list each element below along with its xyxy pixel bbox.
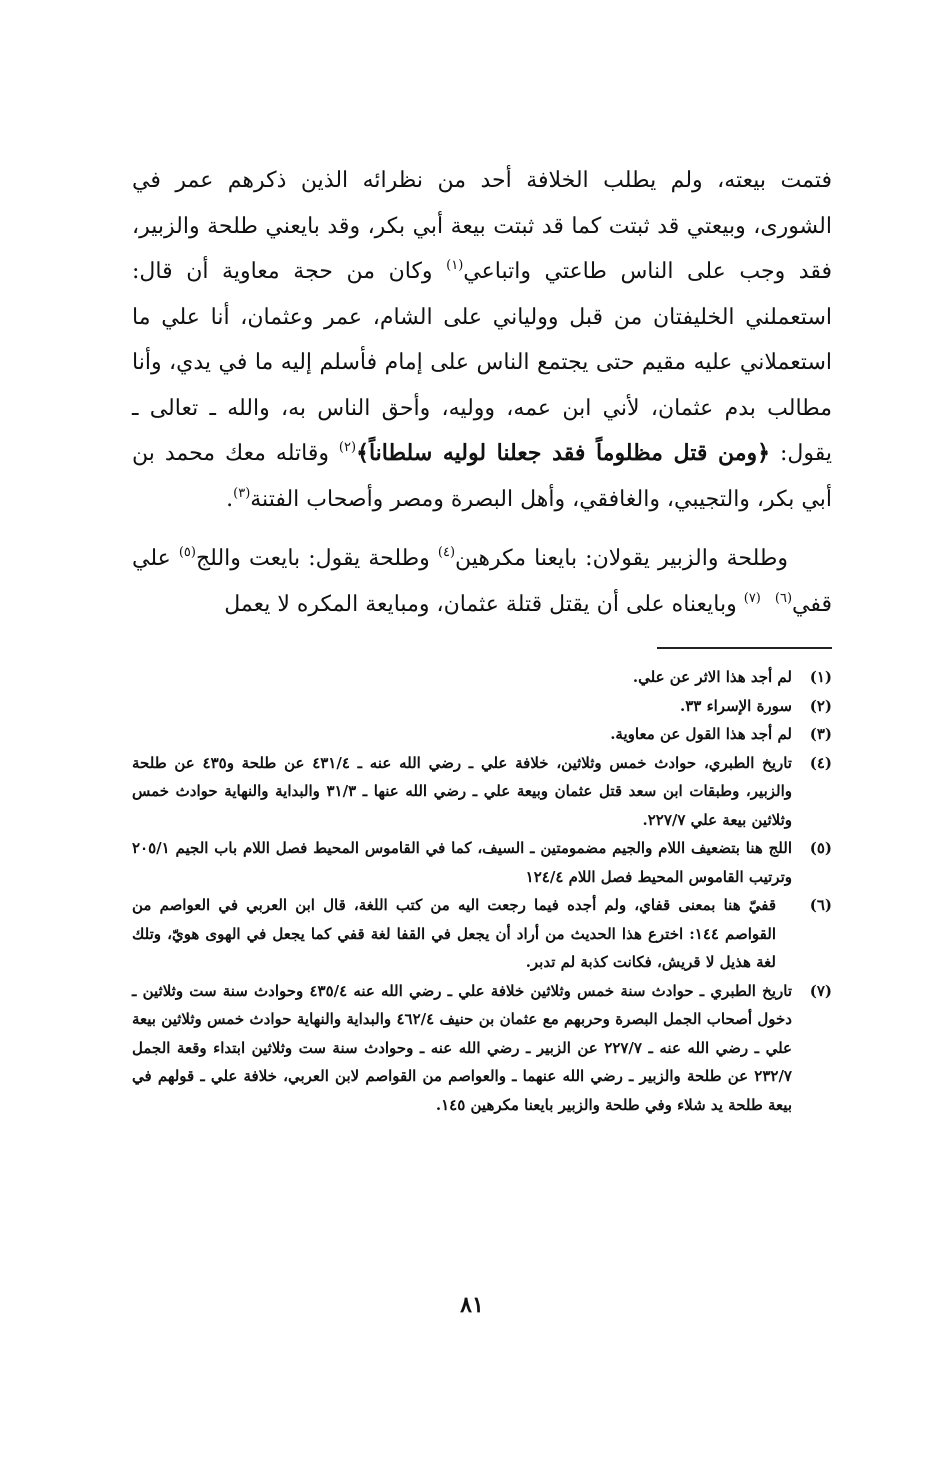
footnote-1 <box>132 663 832 692</box>
footnote-4 <box>132 749 832 835</box>
footnote-separator <box>657 647 832 649</box>
body-paragraph-2 <box>132 536 832 627</box>
footnote-number: (١) <box>809 668 832 686</box>
footnote-text: لم أجد هذا القول عن معاوية. <box>610 725 792 743</box>
paragraph-1-text-c: وقاتله معك محمد بن أبي بكر، والتجيبي، والغافقي، وأهل البصرة ومصر وأصحاب الفتنة <box>132 441 832 512</box>
footnote-2 <box>132 692 832 721</box>
paragraph-1-text-a: فتمت بيعته، ولم يطلب الخلافة أحد من نظرائه الذين ذكرهم عمر في الشورى، وبيعتي قد ثبتت كما قد ثبتت بيعة أبي بكر، وقد بايعني طلحة والزبير، فقد وجب على الناس طاعتي واتباعي <box>132 168 832 284</box>
page-content <box>132 158 832 1119</box>
footnote-number: (٥) <box>809 839 832 857</box>
footnote-ref-2: (٢) <box>338 440 357 455</box>
footnote-number: (٤) <box>809 753 832 772</box>
footnote-ref-7: (٧) <box>743 590 761 606</box>
footnote-ref-4: (٤) <box>437 545 456 560</box>
footnote-text: اللج هنا بتضعيف اللام والجيم مضمومتين ـ السيف، كما في القاموس المحيط فصل اللام باب الجيم ٢٠٥/١ وترتيب القاموس المحيط فصل اللام ١٢٤/٤ <box>132 839 792 886</box>
paragraph-2-text-b: وطلحة يقول: بايعت واللج <box>195 546 438 571</box>
footnote-number: (٧) <box>809 981 832 1000</box>
footnote-text: تاريخ الطبري ـ حوادث سنة خمس وثلاثين خلافة علي ـ رضي الله عنه ٤٣٥/٤ وحوادث سنة ست وثلاثين ـ دخول أصحاب الجمل البصرة وحربهم مع عثمان بن حنيف ٤٦٢/٤ والبداية والنهاية حوادث خمس وثلاثين بيعة علي ـ رضي الله عنه ـ ٢٢٧/٧ عن الزبير ـ رضي الله عنه ـ وحوادث سنة ست وثلاثين ابتداء وقعة الجمل ٢٣٢/٧ عن طلحة والزبير ـ رضي الله عنهما ـ والعواصم من القواصم لابن العربي، خلافة علي ـ قولهم في بيعة طلحة يد شلاء وفي طلحة والزبير بايعنا مكرهين ١٤٥. <box>132 981 792 1114</box>
page-number: ٨١ <box>460 1292 484 1318</box>
paragraph-2-text-d: وبايعناه على أن يقتل قتلة عثمان، ومبايعة المكره لا يعمل <box>224 591 744 617</box>
footnote-ref-1: (١) <box>446 258 464 273</box>
footnote-6 <box>132 891 832 977</box>
footnote-text: لم أجد هذا الاثر عن علي. <box>632 668 792 686</box>
quran-verse: ﴿ومن قتل مظلوماً فقد جعلنا لوليه سلطاناً﴾ <box>356 440 771 466</box>
footnote-5 <box>132 834 832 891</box>
footnote-text: تاريخ الطبري، حوادث خمس وثلاثين، خلافة علي ـ رضي الله عنه ـ ٤٣١/٤ عن طلحة و٤٣٥ عن طلحة والزبير، وطبقات ابن سعد قتل عثمان وبيعة علي ـ رضي الله عنها ـ ٣١/٣ والبداية والنهاية حوادث خمس وثلاثين بيعة علي ٢٢٧/٧. <box>132 753 792 829</box>
paragraph-1-text-b: وكان من حجة معاوية أن قال: استعملني الخليفتان من قبل وولياني على الشام، عمر وعثمان، أنا علي ما استعملاني عليه مقيم حتى يجتمع الناس على إمام فأسلم إليه ما في يدي، وأنا مطالب بدم عثمان، لأني ابن عمه، ووليه، وأحق الناس به، والله ـ تعالى ـ يقول: <box>132 259 832 466</box>
footnote-ref-6: (٦) <box>774 590 793 606</box>
footnote-text: قفيّ هنا بمعنى قفاي، ولم أجده فيما رجعت اليه من كتب اللغة، قال ابن العربي في العواصم من القواصم ١٤٤: اخترع هذا الحديث من أراد أن يجعل في القفا لغة قفي كما يجعل في الهوى هويّ، وتلك لغة هذيل لا قريش، فكانت كذبة لم تدبر. <box>132 896 776 971</box>
paragraph-2-text-c: علي قفي <box>132 546 832 617</box>
paragraph-2-text-a: وطلحة والزبير يقولان: بايعنا مكرهين <box>455 546 788 571</box>
footnote-number: (٢) <box>809 696 832 715</box>
paragraph-1-text-d: . <box>226 486 234 512</box>
footnote-text: سورة الإسراء ٣٣. <box>679 696 792 715</box>
footnote-3 <box>132 720 832 749</box>
footnote-number: (٦) <box>809 896 832 914</box>
body-paragraph-1 <box>132 158 832 522</box>
footnotes <box>132 663 832 1119</box>
footnote-7 <box>132 977 832 1120</box>
footnote-ref-3: (٣) <box>233 485 251 501</box>
footnote-ref-5: (٥) <box>178 545 196 560</box>
footnote-number: (٣) <box>809 725 832 743</box>
